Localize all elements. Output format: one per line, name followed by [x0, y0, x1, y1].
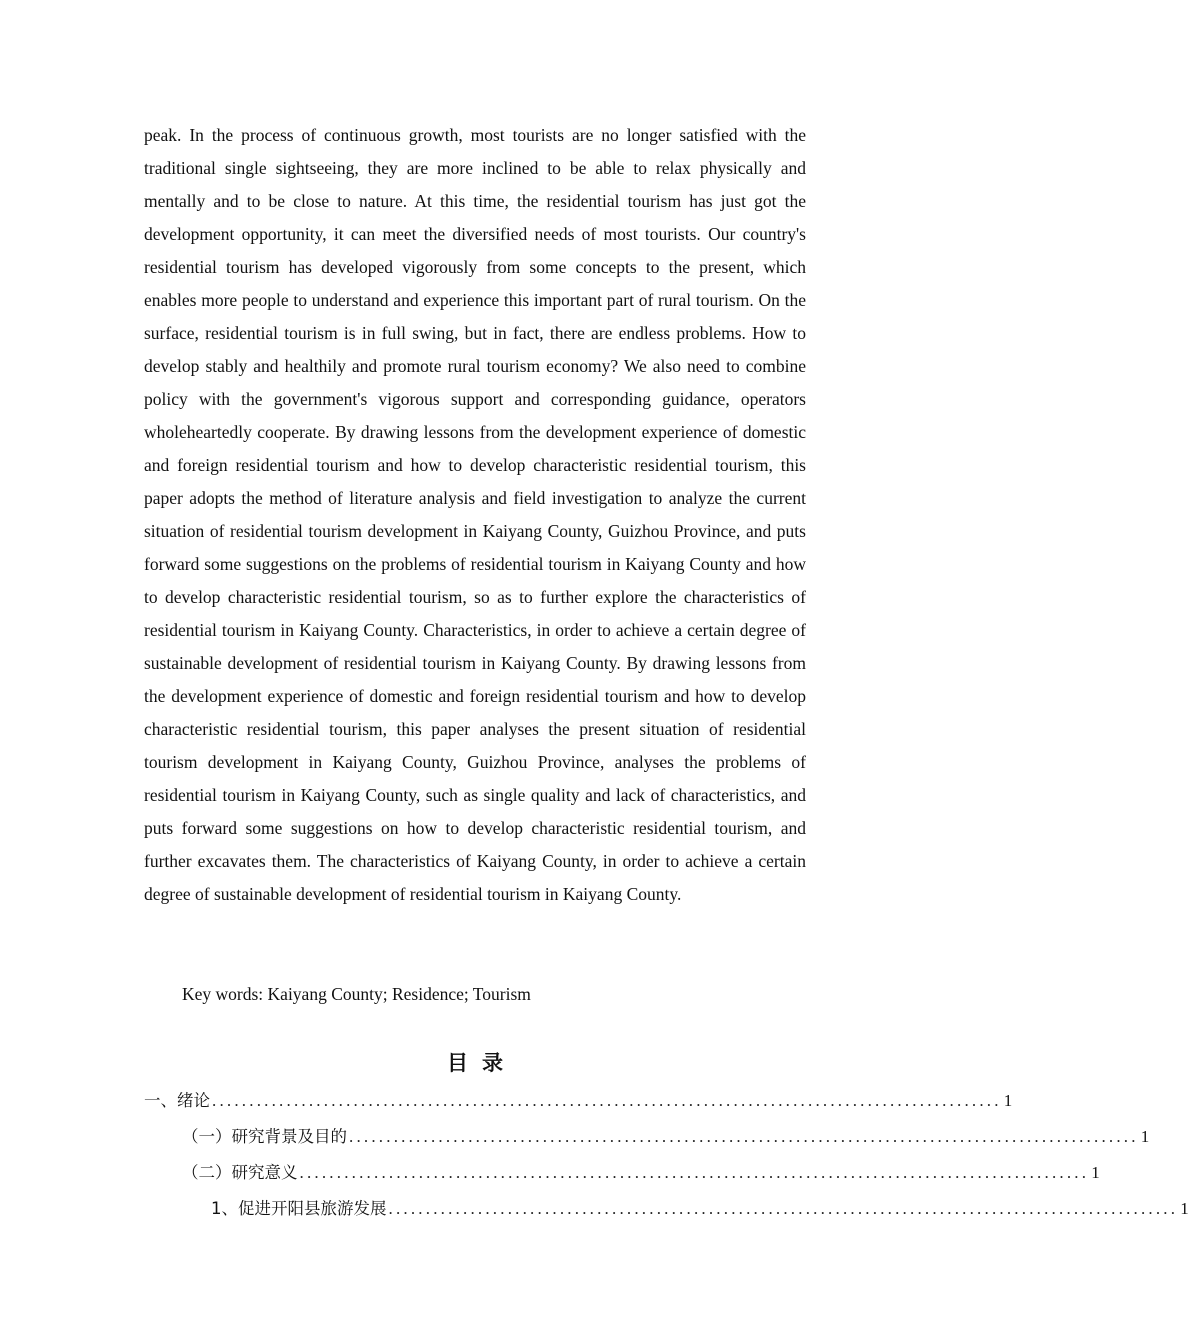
toc-dot-leader: ..........................................................................................................: [212, 1091, 1002, 1110]
toc-entry-page: 1: [1180, 1199, 1189, 1218]
toc-dot-leader: ..........................................................................................................: [388, 1199, 1179, 1218]
table-of-contents: [144, 1084, 1189, 1228]
toc-entry-label: 1、促进开阳县旅游发展: [211, 1199, 387, 1218]
abstract-keywords: Key words: Kaiyang County; Residence; Tourism: [182, 984, 531, 1004]
toc-dot-leader: ..........................................................................................................: [299, 1163, 1090, 1182]
toc-entry-page: 1: [1091, 1163, 1100, 1182]
toc-entry-page: 1: [1140, 1127, 1150, 1146]
toc-entry-label: （一）研究背景及目的: [182, 1127, 347, 1146]
toc-entry[interactable]: [144, 1120, 1150, 1156]
toc-title: 目录: [447, 1051, 517, 1075]
toc-entry-label: 一、绪论: [144, 1091, 210, 1110]
toc-entry[interactable]: [144, 1192, 1189, 1228]
abstract-body: peak. In the process of continuous growth, most tourists are no longer satisfied with the traditional single sightseeing, they are more inclined to be able to relax physically and mentally and to be close to nature. At this time, the residential tourism has just got the development opportunity, it can meet the diversified needs of most tourists. Our country's residential tourism has developed vigorously from some concepts to the present, which enables more people to understand and experience this important part of rural tourism. On the surface, residential tourism is in full swing, but in fact, there are endless problems. How to develop stably and healthily and promote rural tourism economy? We also need to combine policy with the government's vigorous support and corresponding guidance, operators wholeheartedly cooperate. By drawing lessons from the development experience of domestic and foreign residential tourism and how to develop characteristic residential tourism, this paper adopts the method of literature analysis and field investigation to analyze the current situation of residential tourism development in Kaiyang County, Guizhou Province, and puts forward some suggestions on the problems of residential tourism in Kaiyang County and how to develop characteristic residential tourism, so as to further explore the characteristics of residential tourism in Kaiyang County. Characteristics, in order to achieve a certain degree of sustainable development of residential tourism in Kaiyang County. By drawing lessons from the development experience of domestic and foreign residential tourism and how to develop characteristic residential tourism, this paper analyses the present situation of residential tourism development in Kaiyang County, Guizhou Province, analyses the problems of residential tourism in Kaiyang County, such as single quality and lack of characteristics, and puts forward some suggestions on how to develop characteristic residential tourism, and further excavates them. The characteristics of Kaiyang County, in order to achieve a certain degree of sustainable development of residential tourism in Kaiyang County.: [144, 125, 806, 904]
toc-entry[interactable]: [144, 1084, 1013, 1120]
toc-entry-page: 1: [1003, 1091, 1013, 1110]
toc-entry-label: （二）研究意义: [182, 1163, 298, 1182]
toc-dot-leader: ..........................................................................................................: [349, 1127, 1139, 1146]
toc-entry[interactable]: [144, 1156, 1100, 1192]
